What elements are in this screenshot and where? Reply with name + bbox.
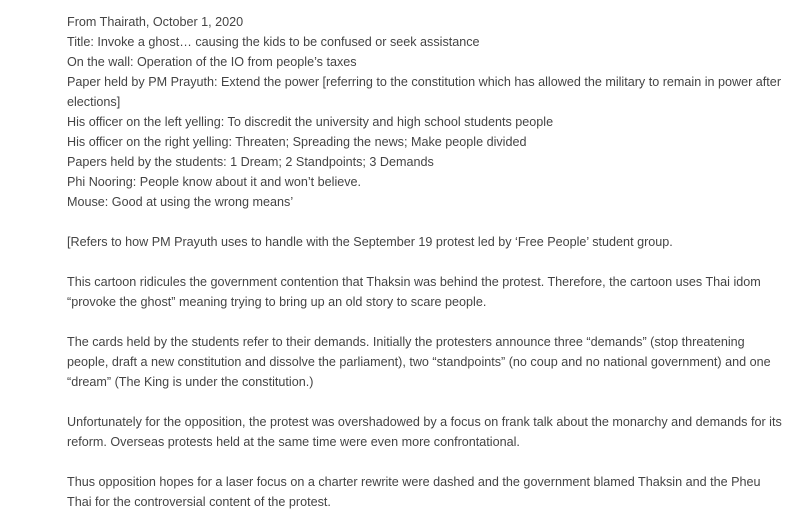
caption-block — [67, 12, 787, 212]
students-papers-line: Papers held by the students: 1 Dream; 2 Standpoints; 3 Demands — [67, 155, 434, 169]
paragraph-conclusion: Thus opposition hopes for a laser focus on a charter rewrite were dashed and the government blamed Thaksin and the Pheu Thai for the controversial content of the protest. — [67, 475, 761, 509]
paragraph-ridicule: This cartoon ridicules the government contention that Thaksin was behind the protest. Therefore, the cartoon uses Thai idom “provoke the ghost” meaning trying to bring up an old story to scare people. — [67, 275, 761, 309]
article-body — [67, 12, 787, 512]
wall-line: On the wall: Operation of the IO from people’s taxes — [67, 55, 357, 69]
left-officer-line: His officer on the left yelling: To discredit the university and high school students people — [67, 115, 554, 129]
mouse-line: Mouse: Good at using the wrong means’ — [67, 195, 294, 209]
paragraph-opposition: Unfortunately for the opposition, the protest was overshadowed by a focus on frank talk about the monarchy and demands for its reform. Overseas protests held at the same time were even more confrontational. — [67, 415, 782, 449]
paragraph-context: [Refers to how PM Prayuth uses to handle with the September 19 protest led by ‘Free People’ student group. — [67, 235, 673, 249]
source-line: From Thairath, October 1, 2020 — [67, 15, 244, 29]
paragraph-demands: The cards held by the students refer to their demands. Initially the protesters announce three “demands” (stop threatening people, draft a new constitution and dissolve the parliament), two “standpoints” (no coup and no national government) and one “dream” (The King is under the constitution.) — [67, 335, 771, 389]
right-officer-line: His officer on the right yelling: Threaten; Spreading the news; Make people divided — [67, 135, 527, 149]
prayuth-paper-line: Paper held by PM Prayuth: Extend the power [referring to the constitution which has allowed the military to remain in power after elections] — [67, 75, 782, 109]
phi-nooring-line: Phi Nooring: People know about it and won’t believe. — [67, 175, 362, 189]
title-line: Title: Invoke a ghost… causing the kids to be confused or seek assistance — [67, 35, 480, 49]
